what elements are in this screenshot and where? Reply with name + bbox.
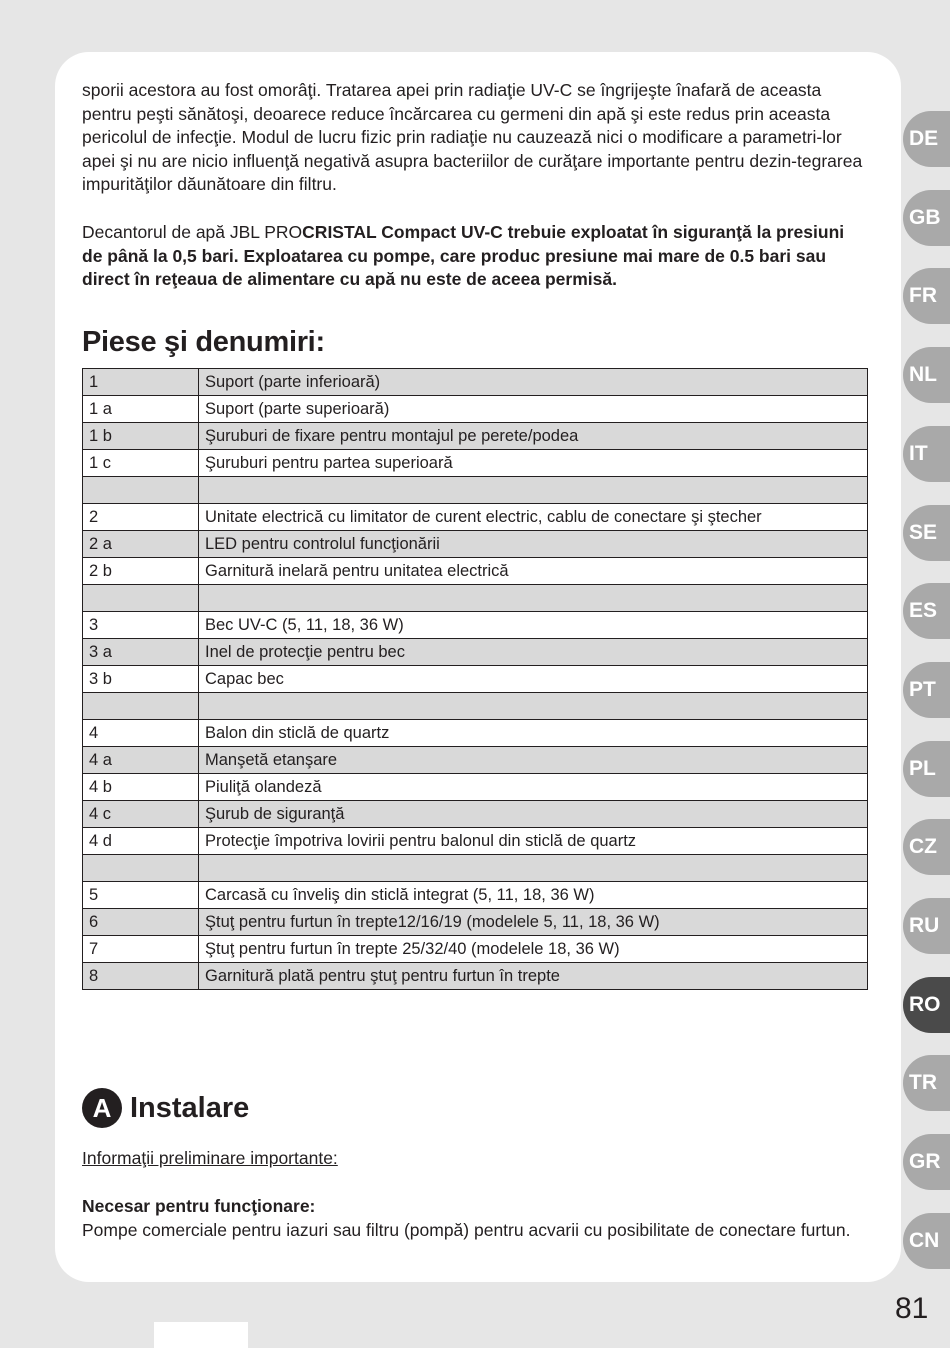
part-number-cell: 4 b <box>83 774 199 801</box>
table-row <box>83 369 868 396</box>
language-tab-ro[interactable]: RO <box>903 977 950 1033</box>
table-row <box>83 639 868 666</box>
table-row <box>83 666 868 693</box>
table-row <box>83 693 868 720</box>
intro-paragraph: sporii acestora au fost omorâţi. Tratarea apei prin radiaţie UV-C se îngrijeşte înafară de aceasta pentru peşti sănătoşi, deoarece reduce încărcarea cu germeni din apă şi este redus prin aceasta pericolul de infecţie. Modul de lucru fizic prin radiaţie nu cauzează nici o modificare a parametri-lor apei şi nu are nicio influenţă negativă asupra bacteriilor de curăţare importante pentru dezin-tegrarea impurităţilor dăunătoare din filtru. <box>82 80 863 194</box>
part-number-cell: 7 <box>83 936 199 963</box>
part-number-cell: 1 c <box>83 450 199 477</box>
language-tab-tr[interactable]: TR <box>903 1055 950 1111</box>
part-description-cell: Inel de protecţie pentru bec <box>199 639 868 666</box>
part-number-cell <box>83 693 199 720</box>
parts-heading: Piese şi denumiri: <box>82 326 325 358</box>
part-number-cell: 1 b <box>83 423 199 450</box>
part-number-cell <box>83 855 199 882</box>
part-number-cell: 4 <box>83 720 199 747</box>
part-description-cell: Balon din sticlă de quartz <box>199 720 868 747</box>
parts-table <box>82 368 868 990</box>
part-description-cell: Protecţie împotriva lovirii pentru balonul din sticlă de quartz <box>199 828 868 855</box>
part-description-cell: Ştuţ pentru furtun în trepte12/16/19 (modelele 5, 11, 18, 36 W) <box>199 909 868 936</box>
part-description-cell <box>199 585 868 612</box>
table-row <box>83 423 868 450</box>
language-tab-se[interactable]: SE <box>903 505 950 561</box>
part-number-cell: 6 <box>83 909 199 936</box>
language-tab-de[interactable]: DE <box>903 111 950 167</box>
part-number-cell: 5 <box>83 882 199 909</box>
part-number-cell <box>83 477 199 504</box>
table-row <box>83 963 868 990</box>
part-description-cell <box>199 477 868 504</box>
part-number-cell <box>83 585 199 612</box>
table-row <box>83 909 868 936</box>
part-description-cell: Carcasă cu înveliş din sticlă integrat (5, 11, 18, 36 W) <box>199 882 868 909</box>
part-description-cell: Garnitură plată pentru ştuţ pentru furtun în trepte <box>199 963 868 990</box>
language-tab-pl[interactable]: PL <box>903 741 950 797</box>
part-number-cell: 8 <box>83 963 199 990</box>
part-number-cell: 3 a <box>83 639 199 666</box>
part-number-cell: 2 a <box>83 531 199 558</box>
part-description-cell: Suport (parte superioară) <box>199 396 868 423</box>
table-row <box>83 612 868 639</box>
part-description-cell: Capac bec <box>199 666 868 693</box>
table-row <box>83 936 868 963</box>
part-number-cell: 3 b <box>83 666 199 693</box>
language-tab-cz[interactable]: CZ <box>903 819 950 875</box>
language-tab-pt[interactable]: PT <box>903 662 950 718</box>
requirements-title: Necesar pentru funcţionare: <box>82 1196 316 1216</box>
table-row <box>83 882 868 909</box>
part-number-cell: 2 <box>83 504 199 531</box>
part-description-cell: Piuliţă olandeză <box>199 774 868 801</box>
part-description-cell: Şurub de siguranţă <box>199 801 868 828</box>
table-row <box>83 477 868 504</box>
language-tab-nl[interactable]: NL <box>903 347 950 403</box>
language-tab-cn[interactable]: CN <box>903 1213 950 1269</box>
table-row <box>83 855 868 882</box>
language-tab-gb[interactable]: GB <box>903 190 950 246</box>
part-description-cell <box>199 693 868 720</box>
part-description-cell: LED pentru controlul funcţionării <box>199 531 868 558</box>
table-row <box>83 531 868 558</box>
part-number-cell: 2 b <box>83 558 199 585</box>
part-description-cell <box>199 855 868 882</box>
requirements-text: Pompe comerciale pentru iazuri sau filtru (pompă) pentru acvarii cu posibilitate de conectare furtun. <box>82 1220 851 1240</box>
part-description-cell: Manşetă etanşare <box>199 747 868 774</box>
table-row <box>83 450 868 477</box>
language-tab-ru[interactable]: RU <box>903 898 950 954</box>
part-description-cell: Unitate electrică cu limitator de curent electric, cablu de conectare şi ştecher <box>199 504 868 531</box>
table-row <box>83 558 868 585</box>
part-description-cell: Ştuţ pentru furtun în trepte 25/32/40 (modelele 18, 36 W) <box>199 936 868 963</box>
section-a-header <box>82 1088 249 1128</box>
footer-box <box>154 1322 248 1348</box>
table-row <box>83 585 868 612</box>
part-number-cell: 4 a <box>83 747 199 774</box>
table-row <box>83 828 868 855</box>
part-description-cell: Garnitură inelară pentru unitatea electrică <box>199 558 868 585</box>
table-row <box>83 504 868 531</box>
pressure-warning-paragraph <box>82 221 868 292</box>
table-row <box>83 396 868 423</box>
table-row <box>83 774 868 801</box>
part-number-cell: 1 a <box>83 396 199 423</box>
table-row <box>83 720 868 747</box>
pressure-warning-bold: CRISTAL Compact UV-C trebuie exploatat în siguranţă la presiuni de până la 0,5 bari. Exploatarea cu pompe, care produc presiune mai mare de 0.5 bari sau direct în reţeaua de alimentare cu apă nu este de aceea permisă. <box>82 222 845 289</box>
part-number-cell: 1 <box>83 369 199 396</box>
preliminary-info-heading: Informaţii preliminare importante: <box>82 1148 338 1168</box>
part-description-cell: Suport (parte inferioară) <box>199 369 868 396</box>
language-tab-es[interactable]: ES <box>903 583 950 639</box>
page-number: 81 <box>895 1292 929 1325</box>
language-tab-gr[interactable]: GR <box>903 1134 950 1190</box>
part-number-cell: 3 <box>83 612 199 639</box>
part-number-cell: 4 c <box>83 801 199 828</box>
top-band <box>0 0 950 50</box>
section-a-badge: A <box>82 1088 122 1128</box>
part-description-cell: Şuruburi de fixare pentru montajul pe perete/podea <box>199 423 868 450</box>
language-tab-it[interactable]: IT <box>903 426 950 482</box>
table-row <box>83 801 868 828</box>
part-number-cell: 4 d <box>83 828 199 855</box>
part-description-cell: Şuruburi pentru partea superioară <box>199 450 868 477</box>
language-tab-fr[interactable]: FR <box>903 268 950 324</box>
part-description-cell: Bec UV-C (5, 11, 18, 36 W) <box>199 612 868 639</box>
section-a-title: Instalare <box>130 1091 250 1124</box>
table-row <box>83 747 868 774</box>
pressure-warning-normal: Decantorul de apă JBL PRO <box>82 222 303 242</box>
